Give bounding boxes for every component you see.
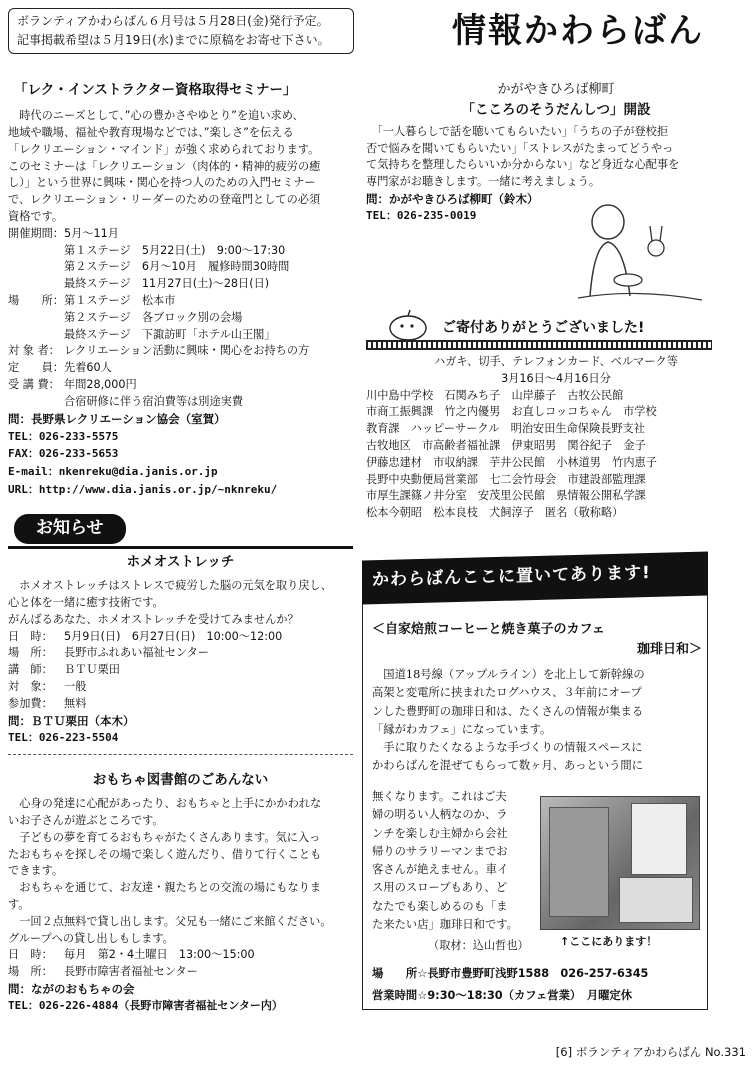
toy-title: おもちゃ図書館のごあんない [92,772,269,788]
counsel-title: 「こころのそうだんしつ」開設 [461,101,651,118]
thanks-section [366,354,746,522]
homeo-row [8,645,353,662]
detail-value: 無料 [64,696,87,710]
seminar-capacity [8,360,353,377]
seminar-body-line: 地域や職場、福祉や教育現場などでは、”楽しさ”を伝える [8,126,294,140]
homeo-row [8,629,353,646]
toy-contact: 問：ながのおもちゃの会 [8,982,135,997]
cafe-photo [540,796,700,930]
period-label: 開催期間： [8,226,64,240]
detail-label: 日 時： [8,629,53,643]
seminar-period [8,226,353,243]
seminar-body-line: で、レクリエーション・リーダーのための登竜門としての必須 [8,193,321,207]
counsel-body-line: て気持ちを整理したらいいか分からない」など身近な心配事を [366,158,680,172]
seminar-body-line: し）」という世界に興味・関心を持つ人のための入門セミナー [8,176,316,190]
toy-body-line: グループへの貸し出しもします。 [8,931,174,945]
detail-label: 場 所： [8,646,53,660]
counsel-body-line: 否で悩みを聞いてもらいたい」「ストレスがたまってどうやっ [366,141,674,155]
counsel-body [366,124,746,191]
homeo-contact: 問：ＢＴＵ栗田（本木） [8,713,135,728]
oshirase-badge: お知らせ [14,514,126,544]
counsel-body-line: 専門家がお聴きします。一緒に考えましょう。 [366,175,601,189]
stage-line: 第１ステージ 5月22日(土) 9:00～17:30 [64,243,286,257]
counsel-tel: TEL：026-235-0019 [366,209,477,223]
fee-value: 年間28,000円 [64,378,137,391]
cafe-hours: 営業時間☆9:30～18:30（カフェ営業） 月曜定休 [372,989,633,1002]
cafe-title-2: 珈琲日和＞ [636,641,702,657]
seminar-body-line: 資格です。 [8,210,64,224]
cafe-body-line: 高架と変電所に挟まれたログハウス、３年前にオープ [372,686,642,700]
seminar-body-line: このセミナーは「レクリエーション（肉体的・精神的疲労の癒 [8,159,321,173]
thanks-items: ハガキ、切手、テレフォンカード、ベルマーク等 [434,355,678,368]
poster-image [631,803,687,875]
cafe-place: 場 所☆長野市豊野町浅野1588 026-257-6345 [372,967,649,980]
poster-image [619,877,693,923]
place-line: 第１ステージ 松本市 [64,294,176,308]
seminar-contact: 問：長野県レクリエーション協会（室賀） [8,411,226,426]
homeo-tel: TEL：026-223-5504 [8,730,119,744]
cafe-body-line: 無くなります。これはご夫 [372,790,507,803]
cafe-body-line: かわらばんを混ぜてもらって数ヶ月、あっという間に [372,759,644,773]
cafe-credit: （取材：込山哲也） [428,939,529,952]
donor-line: 松本今朝昭 松本良枝 犬飼淳子 匿名（敬称略） [366,506,624,520]
cafe-body-line: 国道18号線（アップルライン）を北上して新幹線の [372,668,645,681]
seminar-section [8,80,353,498]
period-value: 5月～11月 [64,226,119,240]
detail-label: 参加費： [8,696,53,710]
notice-line-1: ボランティアかわらばん６月号は５月28日(金)発行予定。 [17,14,329,28]
cafe-body-line: ンした豊野町の珈琲日和は、たくさんの情報が集まる [372,704,644,718]
donor-line: 教育課 ハッピーサークル 明治安田生命保険長野支社 [366,422,645,436]
toy-library-section [8,770,353,1015]
cafe-body-line: 婦の明るい人柄なのか、ラ [372,808,508,822]
homeo-body-line: 心と体を一緒に癒す技術です。 [8,596,164,610]
shelf-image [549,807,609,917]
cafe-banner: かわらばんここに置いてあります! [362,551,708,604]
seminar-stages [8,243,353,293]
detail-value: ＢＴＵ栗田 [64,663,120,677]
homeo-body [8,578,353,628]
toy-body-line: 心身の発達に心配があったり、おもちゃと上手にかかわれな [8,797,322,811]
seminar-body-line: 「レクリエーション・マインド」が強く求められております。 [8,142,320,156]
notice-line-2: 記事掲載希望は５月19日(水)までに原稿をお寄せ下さい。 [17,32,330,47]
toy-body-line: す。 [8,898,30,912]
counsel-contact: 問：かがやきひろば柳町（鈴木） [366,191,539,206]
cafe-body-line: なたでも楽しめるのも「ま [372,899,508,913]
seminar-body [8,108,353,226]
stage-line: 最終ステージ 11月27日(土)～28日(日) [64,277,270,291]
donor-line: 長野中央動便局営業部 七二会竹母会 市建設部監理課 [366,472,646,486]
capacity-label: 定 員： [8,361,64,375]
homeo-body-line: がんばるあなた、ホメオストレッチを受けてみませんか？ [8,612,299,626]
cafe-body-line: 客さんが絶えません。車イ [372,863,509,877]
detail-value: 長野市ふれあい福祉センター [64,646,209,660]
cafe-body-line: ンチを楽しむ主婦から会社 [372,826,508,840]
cafe-body [372,666,702,776]
toy-row [8,964,353,981]
detail-value: 毎月 第2・4土曜日 13:00～15:00 [64,948,255,962]
cafe-body-line: 手に取りたくなるような手づくりの情報スペースに [372,741,643,755]
stage-line: 第２ステージ 6月～10月 履修時間30時間 [64,260,290,274]
rabbit-icon [648,240,664,256]
toy-body-line: いお子さんが遊ぶところです。 [8,814,164,828]
cafe-body-line: 「縁がわカフェ」になっています。 [372,722,552,736]
toy-body-line: できます。 [8,864,64,878]
cafe-body-line: 帰りのサラリーマンまでお [372,844,508,858]
seminar-url[interactable]: URL：http://www.dia.janis.or.jp/~nknreku/ [8,482,278,496]
toy-row [8,947,353,964]
homeo-details [8,629,353,713]
seminar-body-line: 時代のニーズとして、”心の豊かさやゆとり”を追い求め、 [8,109,304,123]
thanks-title: ご寄付ありがとうございました! [442,320,645,336]
place-line: 第２ステージ 各ブロック別の会場 [64,310,243,324]
seminar-title: 「レク・インストラクター資格取得セミナー」 [14,82,297,98]
cafe-body-narrow [372,788,538,934]
donor-line: 川中島中学校 石関みち子 山岸藤子 古牧公民館 [366,388,624,402]
homeo-body-line: ホメオストレッチはストレスで疲労した脳の元気を取り戻し、 [8,579,332,593]
seminar-place [8,293,353,310]
seminar-target [8,343,353,360]
detail-value: 5月9日(日) 6月27日(日) 10:00～12:00 [64,629,283,643]
section-rule [8,546,353,549]
homeo-row [8,696,353,713]
person-body [590,242,630,296]
thanks-rule [366,340,712,350]
seminar-tel: TEL：026-233-5575 [8,429,119,443]
thanks-period: 3月16日～4月16日分 [501,371,611,385]
counsel-illustration [576,196,704,306]
page-title: 情報かわらばん [452,11,704,51]
toy-details [8,947,353,981]
seminar-email[interactable]: E-mail：nkenreku@dia.janis.or.jp [8,465,218,479]
detail-value: 一般 [64,680,87,694]
donor-line: 古牧地区 市高齢者福祉課 伊東昭男 関谷紀子 金子 [366,438,646,452]
photo-caption: ↑ここにあります！ [560,935,658,948]
target-label: 対 象 者： [8,344,60,358]
toy-body [8,796,353,947]
fee-label: 受 講 費： [8,378,60,391]
donor-line: 伊藤忠建材 市収納課 芋井公民館 小林道男 竹内恵子 [366,455,657,469]
detail-label: 講 師： [8,663,53,677]
cafe-title-1: ＜自家焙煎コーヒーと焼き菓子のカフェ [372,622,605,637]
homeo-row [8,662,353,679]
seminar-fax: FAX：026-233-5653 [8,447,119,461]
fee-note: 合宿研修に伴う宿泊費等は別途実費 [64,394,244,408]
homeo-section [8,552,353,755]
cup-icon [614,274,642,286]
page-footer: [6] ボランティアかわらばん No.331 [555,1045,746,1059]
place-line: 最終ステージ 下諏訪町「ホテル山王閣」 [64,327,276,341]
target-value: レクリエーション活動に興味・関心をお持ちの方 [64,344,310,358]
deadline-notice [8,8,354,54]
capacity-value: 先着60人 [64,361,112,375]
donor-line: 市厚生課篠ノ井分室 安茂里公民館 県情報公開私学課 [366,489,646,503]
detail-label: 対 象： [8,680,53,694]
cafe-body-line: ス用のスロープもあり、ど [372,881,507,895]
detail-label: 日 時： [8,948,53,962]
detail-value: 長野市障害者福祉センター [64,965,198,979]
detail-label: 場 所： [8,965,53,979]
counsel-body-line: 「一人暮らしで話を聴いてもらいたい」「うちの子が登校拒 [366,124,669,138]
toy-tel: TEL：026-226-4884（長野市障害者福祉センター内） [8,999,283,1013]
donor-line: 市商工振興課 竹之内優男 お直しコッコちゃん 市学校 [366,405,657,419]
seminar-fee [8,377,353,394]
homeo-title: ホメオストレッチ [126,554,235,570]
rabbit-ears [650,226,662,241]
person-head [592,205,624,239]
mascot-icon [384,310,434,342]
toy-body-line: 子どもの夢を育てるおもちゃがたくさんあります。気に入っ [8,830,321,844]
seminar-places-more [8,310,353,344]
cafe-section [372,620,702,659]
toy-body-line: たおもちゃを探しその場で楽しく遊んだり、借りて行くことも [8,847,322,861]
divider [8,754,353,755]
cafe-body-line: た来たい店」珈琲日和です。 [372,918,518,932]
counsel-subtitle: かがやきひろば柳町 [497,82,615,97]
ground-line [578,293,702,300]
toy-body-line: おもちゃを通じて、お友達・親たちとの交流の場にもなりま [8,881,322,895]
toy-body-line: 一回２点無料で貸し出します。父兄も一緒にご来館ください。 [8,914,332,928]
homeo-row [8,679,353,696]
place-label: 場 所： [8,294,64,308]
